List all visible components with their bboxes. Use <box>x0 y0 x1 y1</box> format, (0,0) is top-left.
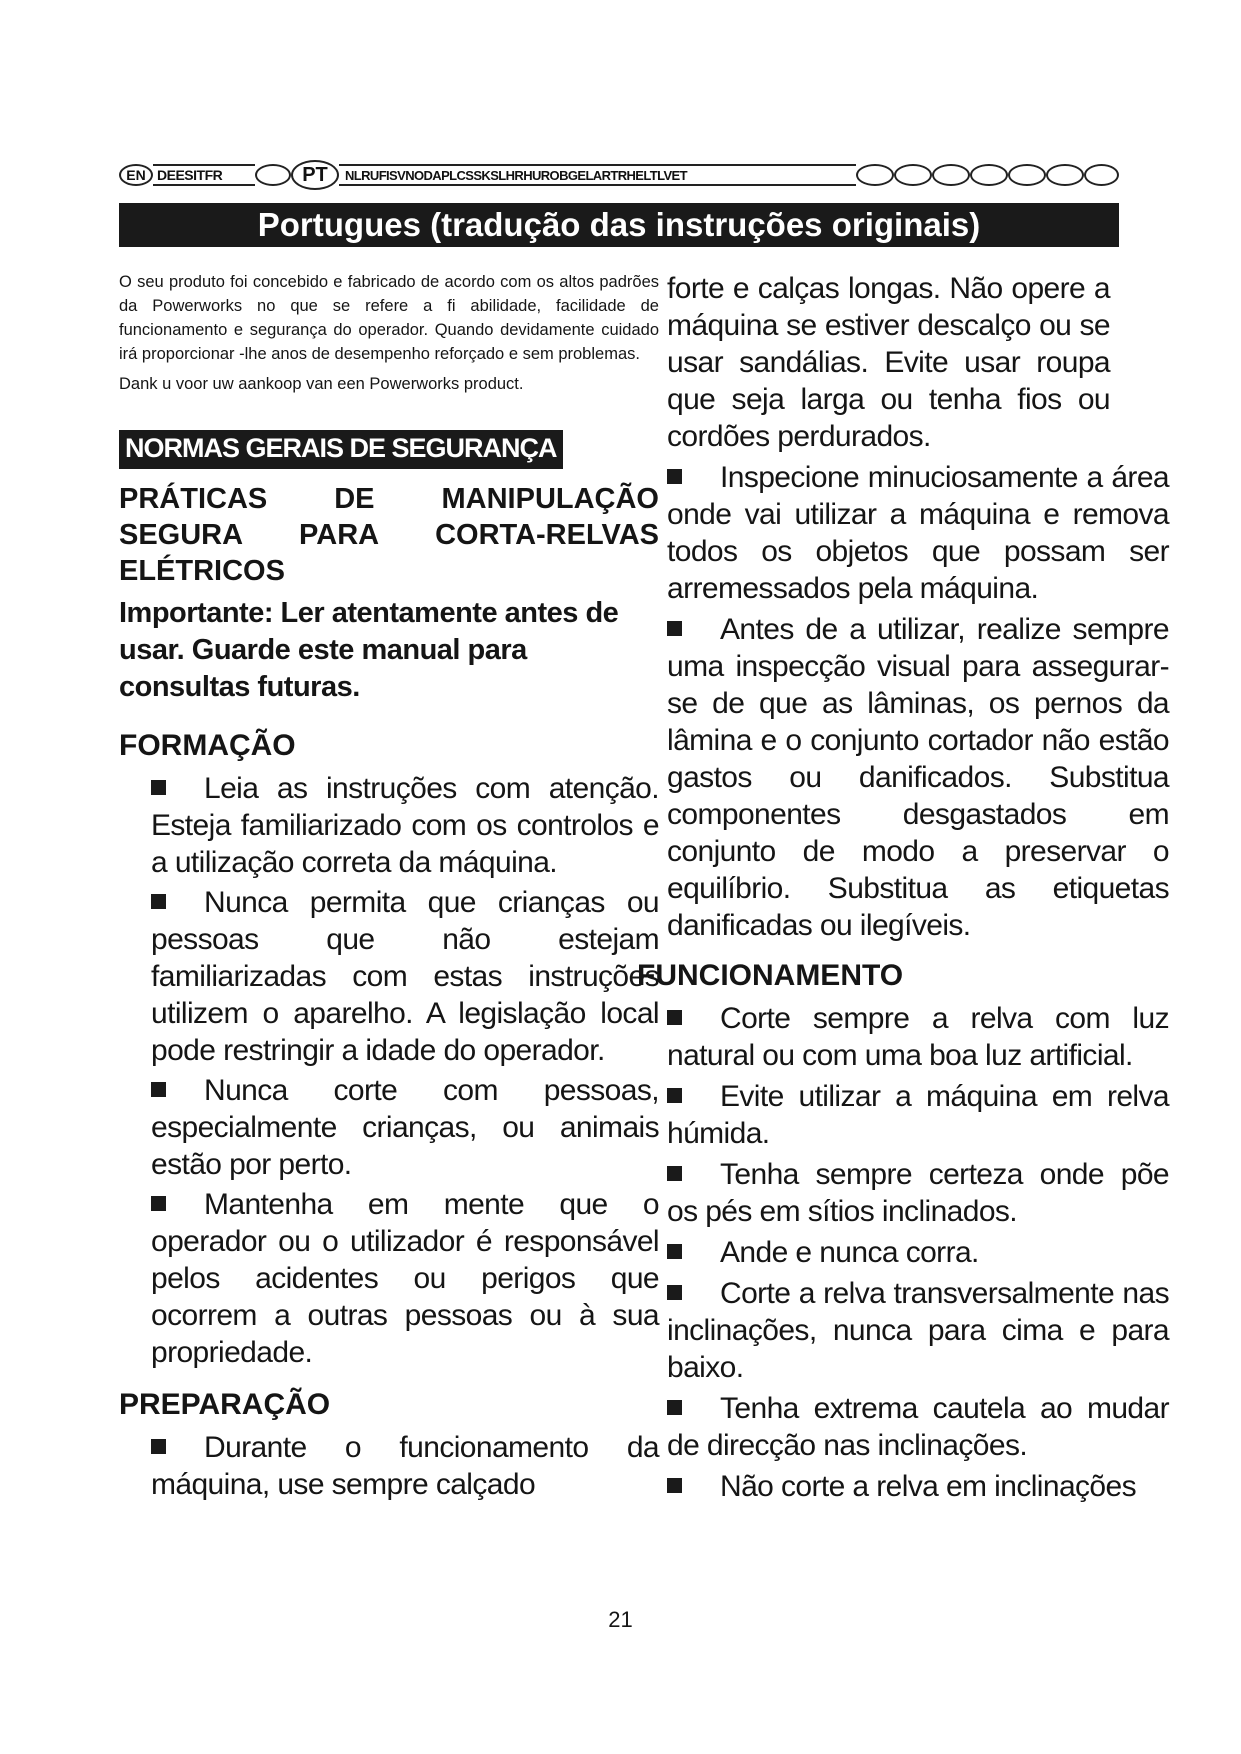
language-codes-a: DEESITFR <box>157 167 223 183</box>
list-item-text: Inspecione minuciosamente a área onde vai utilizar a máquina e remova todos os objetos que possam ser arremessados pela máquina. <box>667 461 1169 605</box>
language-stack-a <box>153 164 255 186</box>
language-oval-empty <box>970 164 1008 186</box>
list-item-text: Evite utilizar a máquina em relva húmida. <box>667 1080 1169 1150</box>
bullet-icon <box>151 894 166 909</box>
list-item <box>119 1186 659 1371</box>
bullet-icon <box>151 1082 166 1097</box>
list-item-text: Nunca permita que crianças ou pessoas que não estejam familiarizadas com estas instruções utilizem o aparelho. A legislação local pode restringir a idade do operador. <box>151 886 659 1067</box>
language-oval-empty <box>1008 164 1046 186</box>
page-title-text: Portugues (tradução das instruções originais) <box>257 206 981 243</box>
bullet-icon <box>667 1244 682 1259</box>
list-item <box>667 1078 1169 1152</box>
bullet-icon <box>667 1010 682 1025</box>
list-item-text: Antes de a utilizar, realize sempre uma inspecção visual para assegurar-se de que as lâminas, os pernos da lâmina e o conjunto cortador não estão gastos ou danificados. Substitua componentes desgastados em conjunto de modo a preservar o equilíbrio. Substitua as etiquetas danificadas ou ilegíveis. <box>667 613 1169 942</box>
heading-funcionamento: FUNCIONAMENTO <box>637 959 904 992</box>
list-item <box>119 770 659 881</box>
language-oval-empty <box>255 164 291 186</box>
list-item-text: Durante o funcionamento da máquina, use sempre calçado <box>151 1431 659 1501</box>
language-row <box>119 160 1119 192</box>
bullet-icon <box>667 1088 682 1103</box>
language-codes-b: NLRUFISVNODAPLCSSKSLHRHUROBGELARTRHELTLVET <box>345 167 687 183</box>
right-column <box>637 270 1169 1505</box>
list-item-text: Não corte a relva em inclinações <box>720 1470 1137 1503</box>
list-item-text: Tenha sempre certeza onde põe os pés em sítios inclinados. <box>667 1158 1169 1228</box>
list-item-text: Corte sempre a relva com luz natural ou com uma boa luz artificial. <box>667 1002 1169 1072</box>
language-oval-empty <box>1046 164 1084 186</box>
bullet-icon <box>667 621 682 636</box>
list-item-text: Tenha extrema cautela ao mudar de direcção nas inclinações. <box>667 1392 1169 1462</box>
list-item-text: Ande e nunca corra. <box>720 1236 979 1269</box>
bullet-icon <box>667 469 682 484</box>
list-item <box>667 1390 1169 1464</box>
bullet-icon <box>667 1478 682 1493</box>
language-oval-empty <box>856 164 894 186</box>
language-oval-pt <box>291 160 339 190</box>
heading-formacao: FORMAÇÃO <box>119 729 296 762</box>
page-title <box>119 203 1119 247</box>
continuation-text: forte e calças longas. Não opere a máquina se estiver descalço ou se usar sandálias. Evite usar roupa que seja larga ou tenha fios ou cordões perdurados. <box>667 272 1110 453</box>
list-item <box>119 884 659 1069</box>
list-item <box>667 611 1169 944</box>
list-item <box>667 1000 1169 1074</box>
list-item <box>119 1429 659 1503</box>
language-oval-empty <box>894 164 932 186</box>
list-item-text: Mantenha em mente que o operador ou o utilizador é responsável pelos acidentes ou perigos que ocorrem a outras pessoas ou à sua propriedade. <box>151 1188 659 1369</box>
list-item-text: Leia as instruções com atenção. Esteja familiarizado com os controlos e a utilização correta da máquina. <box>151 772 659 879</box>
section-title: NORMAS GERAIS DE SEGURANÇA <box>119 430 563 469</box>
bullet-icon <box>151 780 166 795</box>
list-item <box>667 459 1169 607</box>
intro-thanks: Dank u voor uw aankoop van een Powerworks product. <box>119 375 524 393</box>
left-column <box>119 270 659 1503</box>
language-stack-b <box>339 164 856 186</box>
language-oval-en <box>119 164 153 186</box>
list-item <box>667 1234 1169 1271</box>
list-item <box>667 1156 1169 1230</box>
important-note: Importante: Ler atentamente antes de usar. Guarde este manual para consultas futuras. <box>119 597 619 703</box>
language-code-en: EN <box>126 167 146 183</box>
list-item <box>667 1275 1169 1386</box>
language-oval-empty <box>1084 164 1119 186</box>
bullet-icon <box>151 1196 166 1211</box>
list-item-text: Nunca corte com pessoas, especialmente crianças, ou animais estão por perto. <box>151 1074 659 1181</box>
language-code-pt: PT <box>302 163 328 186</box>
list-item <box>667 1468 1169 1505</box>
bullet-icon <box>667 1400 682 1415</box>
list-item <box>119 1072 659 1183</box>
bullet-icon <box>667 1166 682 1181</box>
intro-paragraph: O seu produto foi concebido e fabricado de acordo com os altos padrões da Powerworks no que se refere a fi abilidade, facilidade de funcionamento e segurança do operador. Quando devidamente cuidado irá proporcionar -lhe anos de desempenho reforçado e sem problemas. <box>119 273 659 363</box>
language-oval-empty <box>932 164 970 186</box>
main-heading: PRÁTICAS DE MANIPULAÇÃO SEGURA PARA CORTA-RELVAS ELÉTRICOS <box>119 483 659 587</box>
bullet-icon <box>667 1285 682 1300</box>
heading-preparacao: PREPARAÇÃO <box>119 1388 331 1421</box>
bullet-icon <box>151 1439 166 1454</box>
list-item-text: Corte a relva transversalmente nas inclinações, nunca para cima e para baixo. <box>667 1277 1169 1384</box>
page-number: 21 <box>608 1607 633 1632</box>
